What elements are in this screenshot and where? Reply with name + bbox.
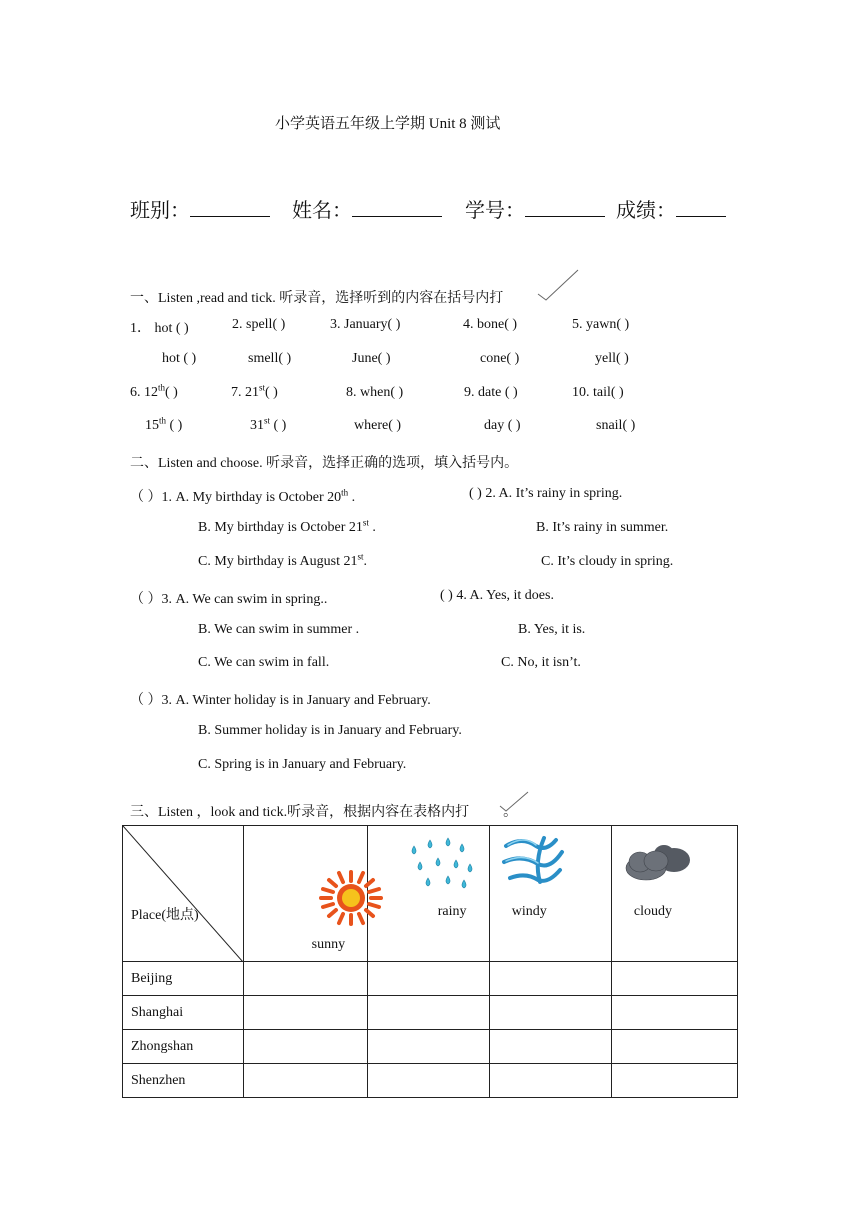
s1-r2-i5: yell( ) xyxy=(595,351,629,366)
q2-option-c: C. It’s cloudy in spring. xyxy=(541,554,674,569)
q5-option-b: B. Summer holiday is in January and February. xyxy=(198,723,462,738)
info-score xyxy=(616,194,726,223)
header-place-label: Place(地点) xyxy=(131,908,199,923)
s1-r3-i5: 10. tail( ) xyxy=(572,385,624,400)
s1-r2-i1: hot ( ) xyxy=(162,351,197,366)
s1-r1-i1: 1． hot ( ) xyxy=(130,321,189,336)
info-name xyxy=(292,194,442,223)
q3-option-b: B. We can swim in summer . xyxy=(198,622,360,637)
header-windy-cell xyxy=(489,826,611,962)
wind-icon xyxy=(500,832,568,890)
s1-r3-i1: 6. 12th( ) xyxy=(130,382,178,400)
s1-r3-i4: 9. date ( ) xyxy=(464,385,518,400)
info-number-label: 学号： xyxy=(465,198,525,222)
header-place-cell xyxy=(123,826,244,962)
tick-cell[interactable] xyxy=(611,962,737,996)
s1-r4-i4: day ( ) xyxy=(484,418,521,433)
section2-heading: 二、Listen and choose. 听录音，选择正确的选项，填入括号内。 xyxy=(130,456,519,471)
score-blank[interactable] xyxy=(676,198,726,217)
diagonal-line xyxy=(123,826,243,962)
header-rainy-label: rainy xyxy=(437,904,467,919)
tick-cell[interactable] xyxy=(611,1030,737,1064)
header-cloudy-cell xyxy=(611,826,737,962)
number-blank[interactable] xyxy=(525,198,605,217)
q4-option-b: B. Yes, it is. xyxy=(518,622,586,637)
class-blank[interactable] xyxy=(190,198,270,217)
header-sunny-label: sunny xyxy=(311,937,346,952)
tick-cell[interactable] xyxy=(367,1030,489,1064)
q2-option-a: ( ) 2. A. It’s rainy in spring. xyxy=(469,486,623,501)
tick-cell[interactable] xyxy=(611,1064,737,1098)
header-rainy-cell xyxy=(367,826,489,962)
header-sunny-cell xyxy=(243,826,367,962)
q4-option-a: ( ) 4. A. Yes, it does. xyxy=(440,588,554,603)
tick-cell[interactable] xyxy=(243,996,367,1030)
s1-r3-i3: 8. when( ) xyxy=(346,385,404,400)
info-name-label: 姓名： xyxy=(292,198,352,222)
table-row xyxy=(123,1064,738,1098)
s1-r1-i3: 3. January( ) xyxy=(330,317,401,332)
q4-option-c: C. No, it isn’t. xyxy=(501,655,581,670)
name-blank[interactable] xyxy=(352,198,442,217)
tick-cell[interactable] xyxy=(489,1030,611,1064)
s1-r1-i4: 4. bone( ) xyxy=(463,317,518,332)
tick-cell[interactable] xyxy=(489,996,611,1030)
info-score-label: 成绩： xyxy=(616,198,676,222)
s1-r2-i4: cone( ) xyxy=(480,351,520,366)
s1-r4-i5: snail( ) xyxy=(596,418,636,433)
tick-cell[interactable] xyxy=(489,962,611,996)
info-number xyxy=(465,194,605,223)
place-cell: Shenzhen xyxy=(123,1064,244,1098)
section3-heading-end: 。 xyxy=(503,805,518,820)
tick-cell[interactable] xyxy=(243,962,367,996)
q3-option-c: C. We can swim in fall. xyxy=(198,655,330,670)
q1-option-b: B. My birthday is October 21st . xyxy=(198,517,376,535)
q2-option-b: B. It’s rainy in summer. xyxy=(536,520,669,535)
q5-option-c: C. Spring is in January and February. xyxy=(198,757,407,772)
tick-cell[interactable] xyxy=(489,1064,611,1098)
weather-table xyxy=(122,825,738,1098)
tick-cell[interactable] xyxy=(243,1030,367,1064)
q5-option-a: （ ）3. A. Winter holiday is in January and February. xyxy=(130,693,431,708)
rain-icon xyxy=(404,832,478,894)
section3-heading xyxy=(130,801,517,821)
table-row xyxy=(123,1030,738,1064)
info-class-label: 班别： xyxy=(130,198,190,222)
q1-option-a: （ ）1. A. My birthday is October 20th . xyxy=(130,487,356,505)
s1-r4-i2: 31st ( ) xyxy=(250,415,287,433)
header-cloudy-label: cloudy xyxy=(633,904,672,919)
page-title: 小学英语五年级上学期 Unit 8 测试 xyxy=(275,116,501,132)
info-class xyxy=(130,194,270,223)
tick-mark-icon xyxy=(498,790,530,814)
tick-cell[interactable] xyxy=(367,996,489,1030)
s1-r1-i5: 5. yawn( ) xyxy=(572,317,630,332)
tick-cell[interactable] xyxy=(367,1064,489,1098)
s1-r4-i1: 15th ( ) xyxy=(145,415,183,433)
s1-r2-i2: smell( ) xyxy=(248,351,292,366)
q3-option-a: （ ）3. A. We can swim in spring.. xyxy=(130,592,328,607)
table-row xyxy=(123,962,738,996)
tick-cell[interactable] xyxy=(611,996,737,1030)
tick-cell[interactable] xyxy=(243,1064,367,1098)
place-cell: Beijing xyxy=(123,962,244,996)
s1-r3-i2: 7. 21st( ) xyxy=(231,382,278,400)
s1-r4-i3: where( ) xyxy=(354,418,402,433)
q1-option-c: C. My birthday is August 21st. xyxy=(198,551,367,569)
table-header-row xyxy=(123,826,738,962)
s1-r2-i3: June( ) xyxy=(352,351,391,366)
table-row xyxy=(123,996,738,1030)
s1-r1-i2: 2. spell( ) xyxy=(232,317,286,332)
section1-heading: 一、Listen ,read and tick. 听录音，选择听到的内容在括号内打 xyxy=(130,291,504,306)
tick-cell[interactable] xyxy=(367,962,489,996)
cloud-icon xyxy=(624,844,694,884)
place-cell: Zhongshan xyxy=(123,1030,244,1064)
tick-mark-icon xyxy=(536,268,580,304)
place-cell: Shanghai xyxy=(123,996,244,1030)
header-windy-label: windy xyxy=(511,904,547,919)
section3-heading-text: 三、Listen ，look and tick.听录音，根据内容在表格内打 xyxy=(130,805,470,820)
